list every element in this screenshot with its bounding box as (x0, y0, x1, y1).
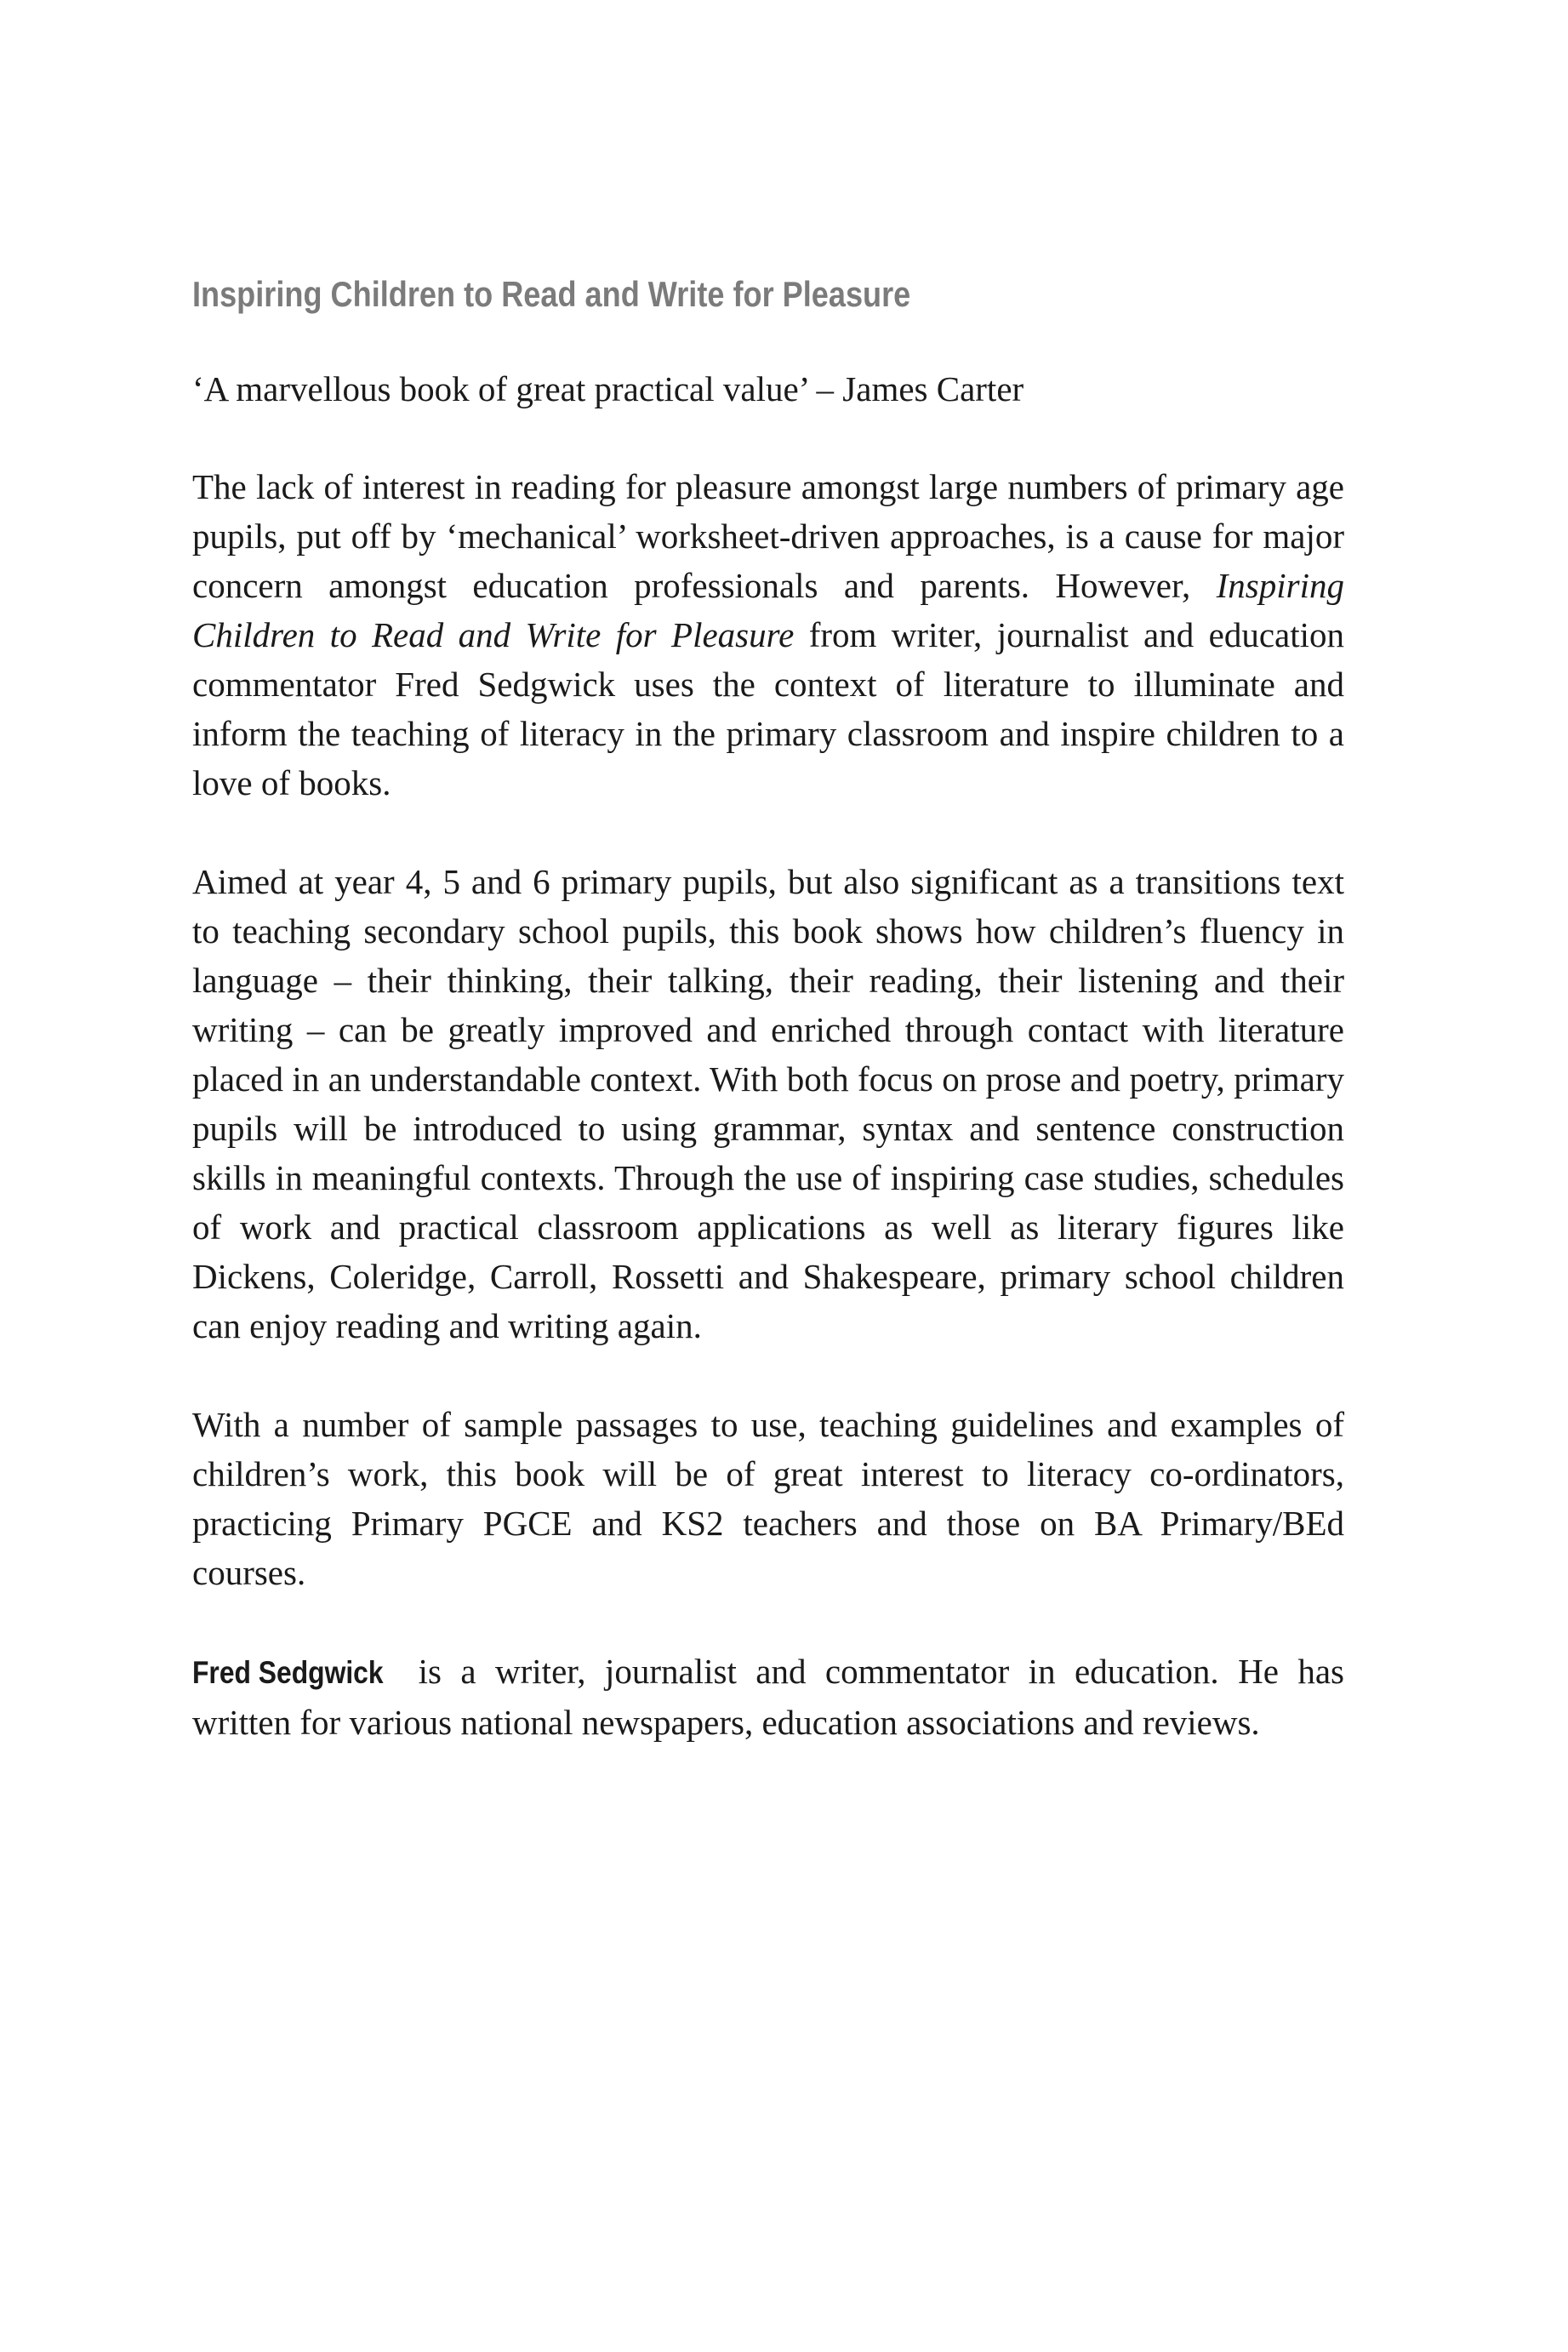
back-cover-text (192, 271, 1344, 1796)
book-title: Inspiring Children to Read and Write for Pleasure (192, 274, 911, 314)
author-bio (192, 1647, 1344, 1747)
paragraph-1-text-start: The lack of interest in reading for pleasure amongst large numbers of primary age pupils, put off by ‘mechanical’ worksheet-driven approaches, is a cause for major concern amongst education professionals and parents. However, (192, 467, 1344, 605)
description-paragraph-3: With a number of sample passages to use, teaching guidelines and examples of children’s work, this book will be of great interest to literacy co-ordinators, practicing Primary PGCE and KS2 teachers and those on BA Primary/BEd courses. (192, 1405, 1344, 1592)
author-name: Fred Sedgwick (192, 1655, 384, 1690)
paragraph-1-book-title: Inspiring Children to Read and Write for Pleasure (192, 566, 1344, 654)
description-paragraph-1 (192, 462, 1344, 808)
description-paragraph-2: Aimed at year 4, 5 and 6 primary pupils, but also significant as a transitions text to teaching secondary school pupils, this book shows how children’s fluency in language – their thinking, their talking, their reading, their listening and their writing – can be greatly improved and enriched through contact with literature placed in an understandable context. With both focus on prose and poetry, primary pupils will be introduced to using grammar, syntax and sentence construction skills in meaningful contexts. Through the use of inspiring case studies, schedules of work and practical classroom applications as well as literary figures like Dickens, Coleridge, Carroll, Rossetti and Shakespeare, primary school children can enjoy reading and writing again. (192, 862, 1344, 1345)
endorsement-quote: ‘A marvellous book of great practical value’ – James Carter (192, 369, 1024, 408)
paragraph-1-text-end: from writer, journalist and education commentator Fred Sedgwick uses the context of literature to illuminate and inform the teaching of literacy in the primary classroom and inspire children to a love of books. (192, 615, 1344, 802)
author-bio-text: is a writer, journalist and commentator in education. He has written for various national newspapers, education associations and reviews. (192, 1652, 1344, 1742)
